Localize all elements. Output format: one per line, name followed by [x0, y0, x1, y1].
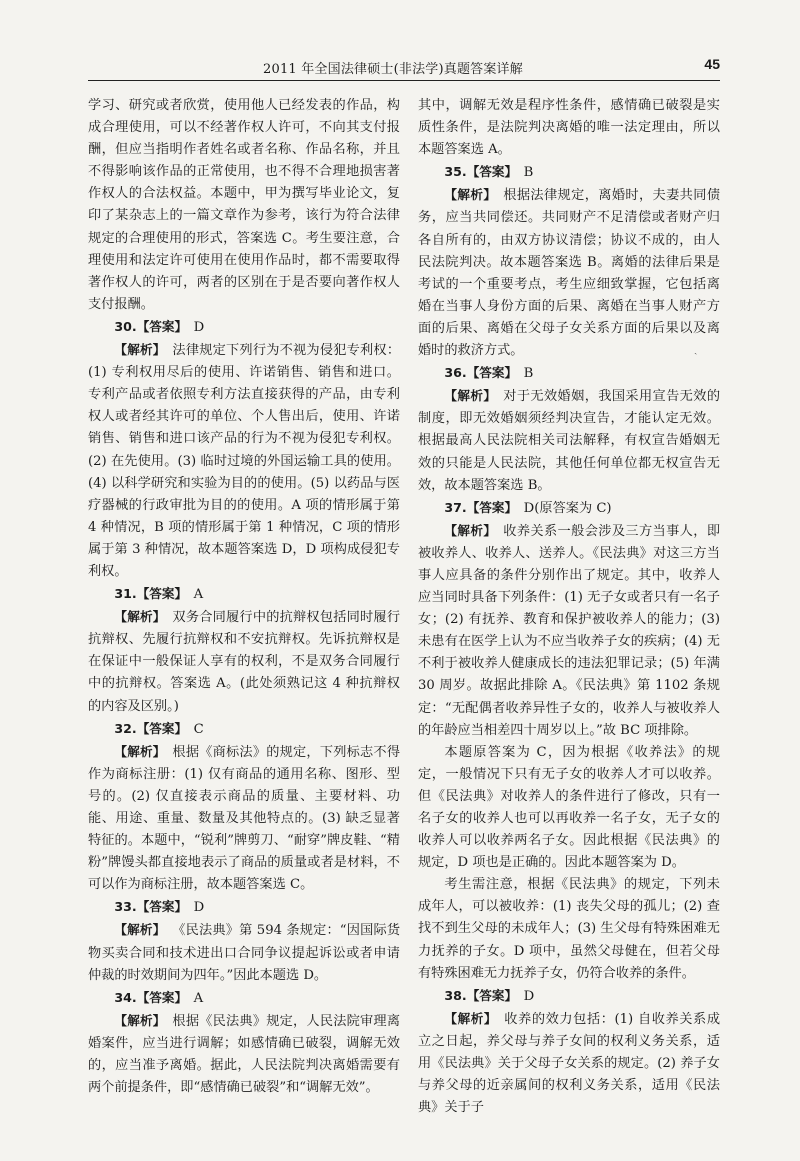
answer-line	[88, 583, 400, 606]
body-paragraph	[418, 95, 720, 161]
answer-label: 30.【答案】	[114, 318, 188, 334]
analysis-text: 收养的效力包括：(1) 自收养关系成立之日起，养父母与养子女间的权利义务关系，适用《民法典》关于父母子女关系的规定。(2) 养子女与养父母的近亲属间的权利义务关系，适用《民法典》关于子	[418, 1011, 720, 1116]
answer-label: 36.【答案】	[444, 365, 518, 381]
analysis-paragraph	[418, 520, 720, 742]
answer-value: C	[193, 721, 204, 737]
analysis-text: 法律规定下列行为不视为侵犯专利权：(1) 专利权用尽后的使用、许诺销售、销售和进口。专利产品或者依照专利方法直接获得的产品，由专利权人或者经其许可的单位、个人售出后，使用、许诺销售、销售和进口该产品的行为不视为侵犯专利权。(2) 在先使用。(3) 临时过境的外国运输工具的使用。(4) 以科学研究和实验为目的的使用。(5) 以药品与医疗器械的行政审批为目的的使用。A 项的情形属于第 4 种情况，B 项的情形属于第 1 种情况，C 项的情形属于第 3 种情况，故本题答案选 D，D 项构成侵犯专利权。	[88, 343, 400, 579]
analysis-label: 【解析】	[114, 609, 166, 625]
analysis-paragraph	[418, 1008, 720, 1119]
analysis-paragraph	[418, 184, 720, 362]
analysis-label: 【解析】	[114, 922, 166, 938]
analysis-label: 【解析】	[444, 388, 497, 404]
stray-mark: ˎ	[694, 344, 698, 355]
answer-line	[88, 718, 400, 741]
body-paragraph	[88, 95, 400, 316]
analysis-paragraph	[88, 606, 400, 717]
analysis-text: 收养关系一般会涉及三方当事人，即被收养人、收养人、送养人。《民法典》对这三方当事人应具备的条件分别作出了规定。其中，收养人应当同时具备下列条件：(1) 无子女或者只有一名子女；(2) 有抚养、教育和保护被收养人的能力；(3) 未患有在医学上认为不应当收养子女的疾病；(4) 无不利于被收养人健康成长的违法犯罪记录；(5) 年满 30 周岁。故据此排除 A。《民法典》第 1102 条规定：“无配偶者收养异性子女的，收养人与被收养人的年龄应当相差四十周岁以上。”故 BC 项排除。	[418, 523, 720, 738]
answer-value: B	[523, 165, 534, 181]
answer-label: 33.【答案】	[114, 899, 188, 915]
analysis-label: 【解析】	[114, 743, 166, 759]
answer-line	[88, 316, 400, 339]
paragraph-text: 其中，调解无效是程序性条件，感情确已破裂是实质性条件，是法院判决离婚的唯一法定理由，所以本题答案选 A。	[418, 98, 720, 158]
running-header	[88, 52, 720, 81]
analysis-paragraph	[88, 339, 400, 583]
answer-line	[88, 987, 400, 1010]
paragraph-text: 考生需注意，根据《民法典》的规定，下列未成年人，可以被收养：(1) 丧失父母的孤儿；(2) 查找不到生父母的未成年人；(3) 生父母有特殊困难无力抚养的子女。D 项中，虽然父母健在，但若父母有特殊困难无力抚养子女，仍符合收养的条件。	[418, 877, 720, 981]
answer-value: D(原答案为 C)	[523, 500, 612, 516]
answer-label: 38.【答案】	[444, 987, 518, 1003]
analysis-label: 【解析】	[444, 522, 497, 538]
header-title: 2011 年全国法律硕士(非法学)真题答案详解	[263, 62, 523, 77]
answer-value: A	[193, 990, 204, 1006]
answer-value: B	[523, 366, 534, 382]
body-paragraph	[418, 742, 720, 875]
answer-line	[418, 362, 720, 385]
analysis-paragraph	[418, 385, 720, 496]
answer-value: D	[523, 988, 535, 1004]
answer-line	[88, 896, 400, 919]
analysis-label: 【解析】	[444, 1010, 498, 1026]
answer-label: 37.【答案】	[444, 499, 518, 515]
analysis-paragraph	[88, 919, 400, 986]
analysis-text: 根据《民法典》规定，人民法院审理离婚案件，应当进行调解；如感情确已破裂，调解无效的，应当准予离婚。据此，人民法院判决离婚需要有两个前提条件，即“感情确已破裂”和“调解无效”。	[88, 1013, 400, 1096]
answer-value: D	[193, 900, 205, 916]
analysis-paragraph	[88, 741, 400, 897]
analysis-label: 【解析】	[444, 187, 497, 203]
analysis-text: 《民法典》第 594 条规定：“因国际货物买卖合同和技术进出口合同争议提起诉讼或者申请仲裁的时效期间为四年。”因此本题选 D。	[88, 923, 400, 983]
analysis-text: 对于无效婚姻，我国采用宣告无效的制度，即无效婚姻须经判决宣告，才能认定无效。根据最高人民法院相关司法解释，有权宣告婚姻无效的只能是人民法院，其他任何单位都无权宣告无效，故本题答案选 B。	[418, 389, 720, 493]
analysis-text: 根据法律规定，离婚时，夫妻共同债务，应当共同偿还。共同财产不足清偿或者财产归各自所有的，由双方协议清偿；协议不成的，由人民法院判决。故本题答案选 B。离婚的法律后果是考试的一个重要考点，考生应细致掌握，它包括离婚在当事人身份方面的后果、离婚在当事人财产方面的后果、离婚在父母子女关系方面的后果以及离婚时的救济方式。	[418, 188, 720, 359]
page-number: 45	[704, 56, 720, 72]
answer-line	[418, 497, 720, 520]
analysis-paragraph	[88, 1010, 400, 1099]
answer-label: 31.【答案】	[114, 586, 188, 602]
answer-value: D	[193, 319, 205, 335]
analysis-label: 【解析】	[114, 342, 166, 358]
left-column	[88, 95, 400, 1135]
answer-label: 35.【答案】	[444, 164, 518, 180]
right-column	[418, 95, 720, 1135]
answer-line	[418, 985, 720, 1008]
analysis-text: 双务合同履行中的抗辩权包括同时履行抗辩权、先履行抗辩权和不安抗辩权。先诉抗辩权是在保证中一般保证人享有的权利，不是双务合同履行中的抗辩权。答案选 A。(此处须熟记这 4 种抗辩权的内容及区别。)	[88, 610, 400, 714]
answer-line	[418, 161, 720, 184]
answer-value: A	[193, 587, 204, 603]
body-paragraph	[418, 874, 720, 984]
paragraph-text: 学习、研究或者欣赏，使用他人已经发表的作品，构成合理使用，可以不经著作权人许可，不向其支付报酬，但应当指明作者姓名或者名称、作品名称，并且不得影响该作品的正常使用，也不得不合理地损害著作权人的合法权益。本题中，甲为撰写毕业论文，复印了某杂志上的一篇文章作为参考，该行为符合法律规定的合理使用的形式，答案选 C。考生要注意，合理使用和法定许可使用在使用作品时，都不需要取得著作权人的许可，两者的区别在于是否要向著作权人支付报酬。	[88, 98, 400, 312]
analysis-text: 根据《商标法》的规定，下列标志不得作为商标注册：(1) 仅有商品的通用名称、图形、型号的。(2) 仅直接表示商品的质量、主要材料、功能、用途、重量、数量及其他特点的。(3) 缺乏显著特征的。本题中，“锐利”牌剪刀、“耐穿”牌皮鞋、“精粉”牌馒头都直接地表示了商品的质量或者是材料，不可以作为商标注册，故本题答案选 C。	[88, 744, 400, 893]
answer-label: 34.【答案】	[114, 989, 188, 1005]
analysis-label: 【解析】	[114, 1012, 166, 1028]
paragraph-text: 本题原答案为 C，因为根据《收养法》的规定，一般情况下只有无子女的收养人才可以收养。但《民法典》对收养人的条件进行了修改，只有一名子女的收养人也可以再收养一名子女，无子女的收养人可以收养两名子女。因此根据《民法典》的规定，D 项也是正确的。因此本题答案为 D。	[418, 744, 720, 871]
answer-label: 32.【答案】	[114, 720, 188, 736]
